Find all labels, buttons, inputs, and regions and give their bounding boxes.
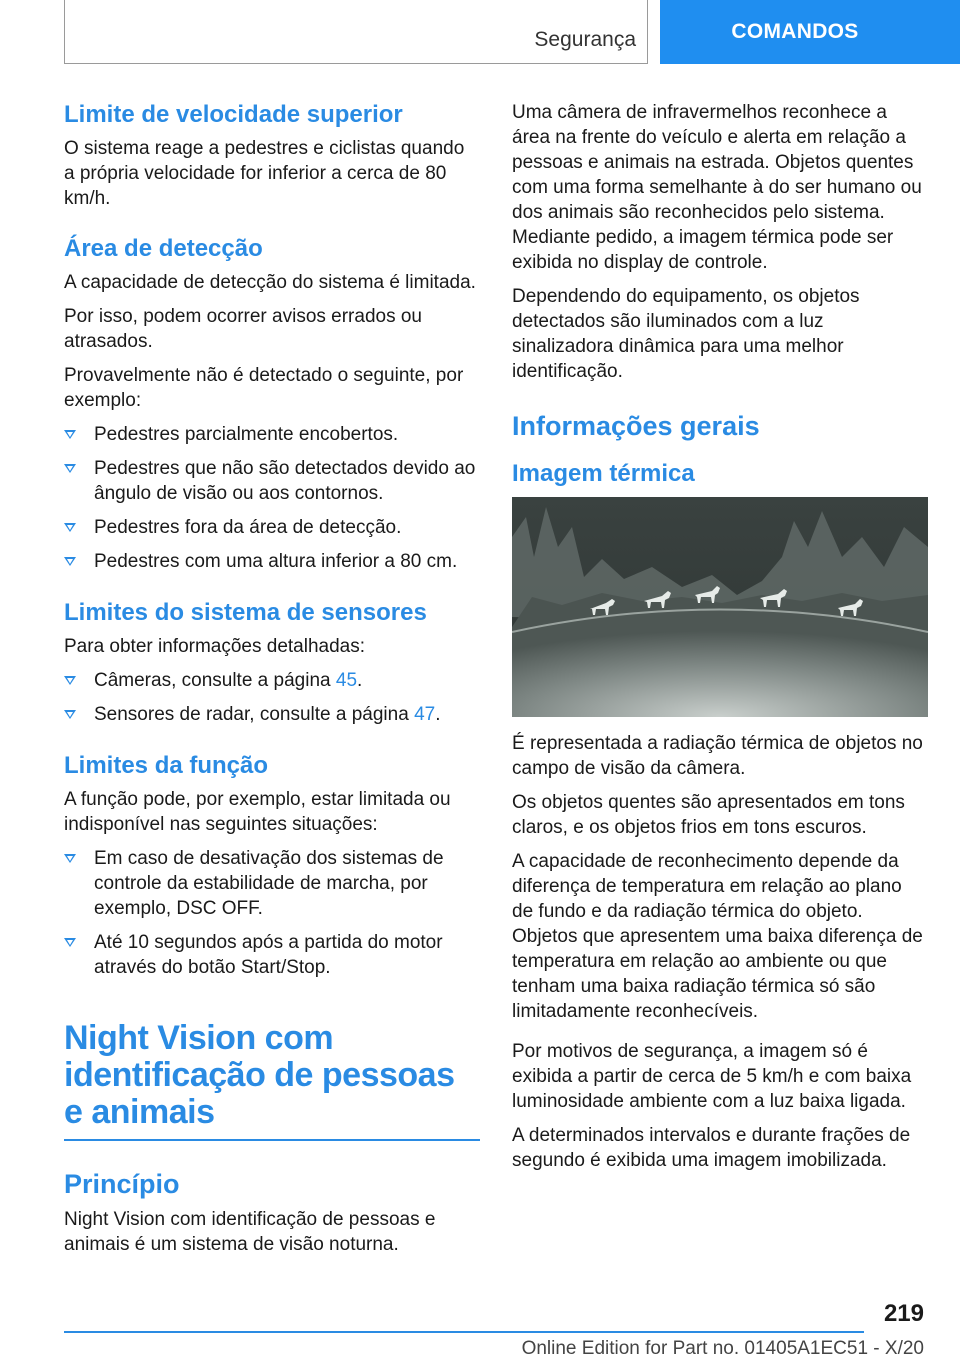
paragraph-detection-2: Por isso, podem ocorrer avisos errados ou atrasados. [64, 306, 422, 352]
paragraph-thermal-2: Os objetos quentes são apresentados em tons claros, e os objetos frios em tons escuros. [512, 792, 905, 838]
list-item: Pedestres com uma altura inferior a 80 cm. [64, 549, 480, 574]
heading-principle: Princípio [64, 1168, 180, 1199]
heading-general-info: Informações gerais [512, 411, 760, 441]
page-number: 219 [883, 1300, 924, 1327]
page-link-cameras[interactable]: 45 [335, 670, 358, 691]
thermal-image [512, 497, 928, 717]
list-item: Pedestres que não são detectados devido ao ângulo de visão ou aos contornos. [64, 456, 480, 506]
list-item: Câmeras, consulte a página 45. [64, 668, 480, 693]
page-link-radar[interactable]: 47 [414, 704, 436, 725]
list-item: Pedestres fora da área de detecção. [64, 515, 480, 540]
paragraph-infrared: Uma câmera de infravermelhos reconhece a área na frente do veículo e alerta em relação a pessoas e animais na estrada. Objetos quentes com uma forma semelhante à do ser humano ou dos animais são reconhecidos pelo sistema. Mediante pedido, a imagem térmica pode ser exibida no display de controle. [512, 102, 922, 273]
paragraph-dynamic-light: Dependendo do equipamento, os objetos detectados são iluminados com a luz sinalizadora dinâmica para uma melhor identificação. [512, 286, 860, 382]
road-surface [512, 610, 928, 718]
footer-edition: Online Edition for Part no. 01405A1EC51 - X/20 [521, 1338, 924, 1359]
bullet-triangle-icon [64, 557, 76, 566]
bullet-triangle-icon [64, 464, 76, 473]
left-column [64, 100, 480, 1266]
sensor-list [64, 668, 480, 727]
list-item: Em caso de desativação dos sistemas de controle da estabilidade de marcha, por exemplo, DSC OFF. [64, 846, 480, 921]
detection-list [64, 422, 480, 574]
paragraph-thermal-1: É representada a radiação térmica de objetos no campo de visão da câmera. [512, 733, 923, 779]
heading-sensor-limits: Limites do sistema de sensores [64, 599, 427, 626]
paragraph-thermal-5: A determinados intervalos e durante frações de segundo é exibida uma imagem imobilizada. [512, 1125, 911, 1171]
paragraph-detection-3: Provavelmente não é detectado o seguinte, por exemplo: [64, 365, 464, 411]
paragraph-thermal-4: Por motivos de segurança, a imagem só é exibida a partir de cerca de 5 km/h e com baixa luminosidade ambiente com a luz baixa ligada. [512, 1041, 912, 1112]
bullet-triangle-icon [64, 676, 76, 685]
bullet-triangle-icon [64, 854, 76, 863]
bullet-triangle-icon [64, 710, 76, 719]
heading-function-limits: Limites da função [64, 752, 269, 779]
chapter-title: Night Vision com identificação de pessoas e animais [64, 1019, 455, 1131]
paragraph-detection-1: A capacidade de detecção do sistema é limitada. [64, 272, 476, 293]
bullet-triangle-icon [64, 938, 76, 947]
heading-thermal-image: Imagem térmica [512, 460, 695, 487]
header-section-title: Segurança [534, 28, 636, 51]
paragraph-principle: Night Vision com identificação de pessoas e animais é um sistema de visão noturna. [64, 1208, 436, 1255]
paragraph-speed-limit: O sistema reage a pedestres e ciclistas quando a própria velocidade for inferior a cerca de 80 km/h. [64, 138, 465, 209]
list-item: Pedestres parcialmente encobertos. [64, 422, 480, 447]
right-column [512, 100, 928, 1182]
bullet-triangle-icon [64, 430, 76, 439]
heading-detection-area: Área de detecção [64, 235, 263, 262]
footer-rule [64, 1331, 864, 1333]
chapter-rule [64, 1139, 480, 1141]
heading-speed-limit: Limite de velocidade superior [64, 101, 403, 128]
bullet-triangle-icon [64, 523, 76, 532]
list-item: Sensores de radar, consulte a página 47. [64, 702, 480, 727]
paragraph-thermal-3: A capacidade de reconhecimento depende da diferença de temperatura em relação ao plano de fundo e da radiação térmica do objeto. Objetos que apresentem uma baixa diferença de temperatura em relação ao ambiente ou que tenham uma baixa radiação térmica só são limitadamente reconhecíveis. [512, 851, 923, 1022]
paragraph-sensors: Para obter informações detalhadas: [64, 636, 366, 657]
header-chapter-tab[interactable]: COMANDOS [660, 0, 960, 64]
list-item: Até 10 segundos após a partida do motor através do botão Start/Stop. [64, 930, 480, 980]
paragraph-function: A função pode, por exemplo, estar limitada ou indisponível nas seguintes situações: [64, 789, 451, 835]
function-list [64, 846, 480, 980]
